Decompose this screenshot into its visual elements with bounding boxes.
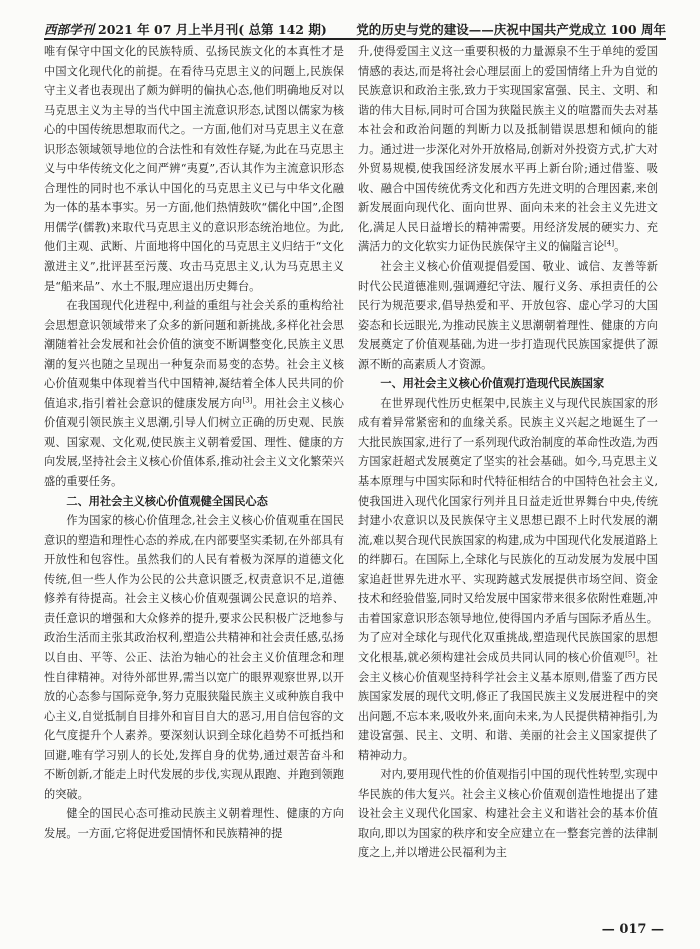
body-paragraph bbox=[358, 257, 658, 374]
page-header bbox=[44, 16, 666, 40]
paragraph-text: 作为国家的核心价值理念,社会主义核心价值观重在国民意识的塑造和理性心态的养成,在内部要坚实柔韧,在外部具有开放性和包容性。虽然我们的人民有着极为深厚的道德文化传统,但一些人作为公民的公共意识匮乏,权责意识不足,道德修养有待提高。社会主义核心价值观强调公民意识的培养、责任意识的增强和大众修养的提升,要求公民积极广泛地参与政治生活而主张其政治权利,塑造公共精神和社会责任感,弘扬以自由、平等、公正、法治为轴心的社会主义价值理念和理性自律精神。对待外部世界,需当以宽广的眼界观察世界,以开放的心态参与国际竞争,努力克服狭隘民族主义或种族自我中心主义,自觉抵制自目排外和盲目自大的恶习,用自信包容的文化气度提升个人素养。要深刻认识到全球化趋势不可抵挡和回避,唯有学习别人的长处,发挥自身的优势,通过艰苦奋斗和不断创新,才能走上时代发展的步伐,实现从跟跑、并跑到领跑的突破。 bbox=[44, 514, 344, 801]
body-paragraph bbox=[358, 42, 658, 257]
citation-ref: [3] bbox=[242, 396, 253, 405]
section-heading: 一、用社会主义核心价值观打造现代民族国家 bbox=[380, 377, 605, 391]
section-title: 党的历史与党的建设——庆祝中国共产党成立 100 周年 bbox=[356, 22, 666, 37]
section-heading: 二、用社会主义核心价值观健全国民心态 bbox=[66, 494, 268, 508]
paragraph-text: 对内,要用现代性的价值观指引中国的现代性转型,实现中华民族的伟大复兴。社会主义核心价值观创造性地提出了建设社会主义现代化国家、构建社会主义和谐社会的基本价值取向,即以为国家的秩序和安全应建立在一整套完善的法律制度之上,并以增进公民福利为主 bbox=[358, 768, 658, 860]
paragraph-text: 在我国现代化进程中,利益的重组与社会关系的重构给社会思想意识领域带来了众多的新问题和新挑战,多样化社会思潮随着社会发展和社会价值的演变不断调整变化,民族主义思潮的复兴也随之呈现出一种复杂而易变的态势。社会主义核心价值观集中体现着当代中国精神,凝结着全体人民共同的价值追求,指引着社会意识的健康发展方向 bbox=[44, 299, 344, 410]
header-journal-issue bbox=[44, 20, 327, 38]
citation-ref: [4] bbox=[604, 239, 615, 248]
paragraph-text: 社会主义核心价值观提倡爱国、敬业、诚信、友善等新时代公民道德准则,强调遵纪守法、履行义务、承担责任的公民行为规范要求,倡导热爱和平、开放包容、虚心学习的大国姿态和长远眼光,为推动民族主义思潮朝着理性、健康的方向发展奠定了价值观基础,为进一步打造现代民族国家提供了源源不断的高素质人才资源。 bbox=[358, 260, 658, 371]
left-column bbox=[44, 42, 344, 902]
body-paragraph bbox=[44, 296, 344, 491]
body-paragraph bbox=[358, 394, 658, 765]
citation-ref: [5] bbox=[625, 650, 636, 659]
paragraph-text: 。 bbox=[614, 240, 626, 254]
body-paragraph bbox=[44, 511, 344, 804]
body-paragraph bbox=[44, 804, 344, 843]
journal-logo: 西部学刊 bbox=[44, 22, 95, 37]
right-column bbox=[358, 42, 658, 902]
paragraph-text: 健全的国民心态可推动民族主义朝着理性、健康的方向发展。一方面,它将促进爱国情怀和民族精神的提 bbox=[44, 807, 344, 840]
page-number: — 017 — bbox=[601, 922, 664, 937]
paragraph-text: 。用社会主义核心价值观引领民族主义思潮,引导人们树立正确的历史观、民族观、国家观、文化观,使民族主义朝着爱国、理性、健康的方向发展,坚持社会主义核心价值体系,推动社会主义文化繁荣兴盛的重要任务。 bbox=[44, 396, 344, 489]
paragraph-text: 升,使得爱国主义这一重要积极的力量源泉不生于单纯的爱国情感的表达,而是将社会心理层面上的爱国情绪上升为自觉的民族意识和政治主张,致力于实现国家富强、民主、文明、和谐的伟大目标,同时可合国为狭隘民族主义的喧嚣而失去对基本社会和政治问题的判断力以及抵制错误思想和倾向的能力。通过进一步深化对外开放格局,创新对外投资方式,扩大对外贸易规模,使我国经济发展水平再上新台阶;通过借鉴、吸收、融合中国传统优秀文化和西方先进文明的合理因素,来创新发展面向现代化、面向世界、面向未来的社会主义先进文化,满足人民日益增长的精神需要。用经济发展的硬实力、充满活力的文化软实力证伪民族保守主义的偏隘言论 bbox=[358, 45, 658, 254]
body-paragraph bbox=[44, 42, 344, 296]
body-paragraph bbox=[358, 765, 658, 863]
paragraph-text: 在世界现代性历史框架中,民族主义与现代民族国家的形成有着异常紧密和的血缘关系。民族主义兴起之地诞生了一大批民族国家,进行了一系列现代政治制度的革命性改造,为西方国家赶超式发展奠定了坚实的社会基础。如今,马克思主义基本原理与中国实际和时代特征相结合的中国特色社会主义,使我国进入现代化国家行列并且日益走近世界舞台中央,传统封建小农意识以及民族保守主义思想已跟不上时代发展的潮流,难以契合现代民族国家的构建,成为中国现代化发展道路上的绊脚石。在国际上,全球化与民族化的互动发展为发展中国家追赶世界先进水平、实现跨越式发展提供市场空间、资金技术和经验借鉴,同时又给发展中国家带来很多依附性难题,冲击着国家意识形态领导地位,使得国内矛盾与国际矛盾丛生。为了应对全球化与现代化双重挑战,塑造现代民族国家的思想文化根基,就必须构建社会成员共同认同的核心价值观 bbox=[358, 396, 658, 664]
paragraph-text: 唯有保守中国文化的民族特质、弘扬民族文化的本真性才是中国文化现代化的前提。在看待马克思主义的问题上,民族保守主义者也表现出了颇为鲜明的偏执心态,他们明确地反对以马克思主义为主导的当代中国主流意识形态,试图以儒家为核心的中国传统思想取而代之。一方面,他们对马克思主义在意识形态领域领导地位的合法性和有效性存疑,为此在马克思主义与中华传统文化之间严辨“夷夏”,否认其作为主流意识形态合理性的同时也不承认中国化的马克思主义已与中华文化融为一体的基本事实。另一方面,他们热情鼓吹“儒化中国”,企图用儒学(儒教)来取代马克思主义的意识形态统治地位。为此,他们主观、武断、片面地将中国化的马克思主义归结于“文化激进主义”,批评甚至污蔑、攻击马克思主义,认为马克思主义是“船来品”、水土不服,理应退出历史舞台。 bbox=[44, 45, 344, 293]
issue-label: 2021 年 07 月上半月刊( 总第 142 期) bbox=[98, 22, 327, 37]
paragraph-text: 。社会主义核心价值观坚持科学社会主义基本原则,借鉴了西方民族国家发展的现代文明,修正了我国民族主义发展进程中的突出问题,不忘本来,吸收外来,面向未来,为人民提供精神指引,为建设富强、民主、文明、和谐、美丽的社会主义国家提供了精神动力。 bbox=[358, 650, 658, 762]
